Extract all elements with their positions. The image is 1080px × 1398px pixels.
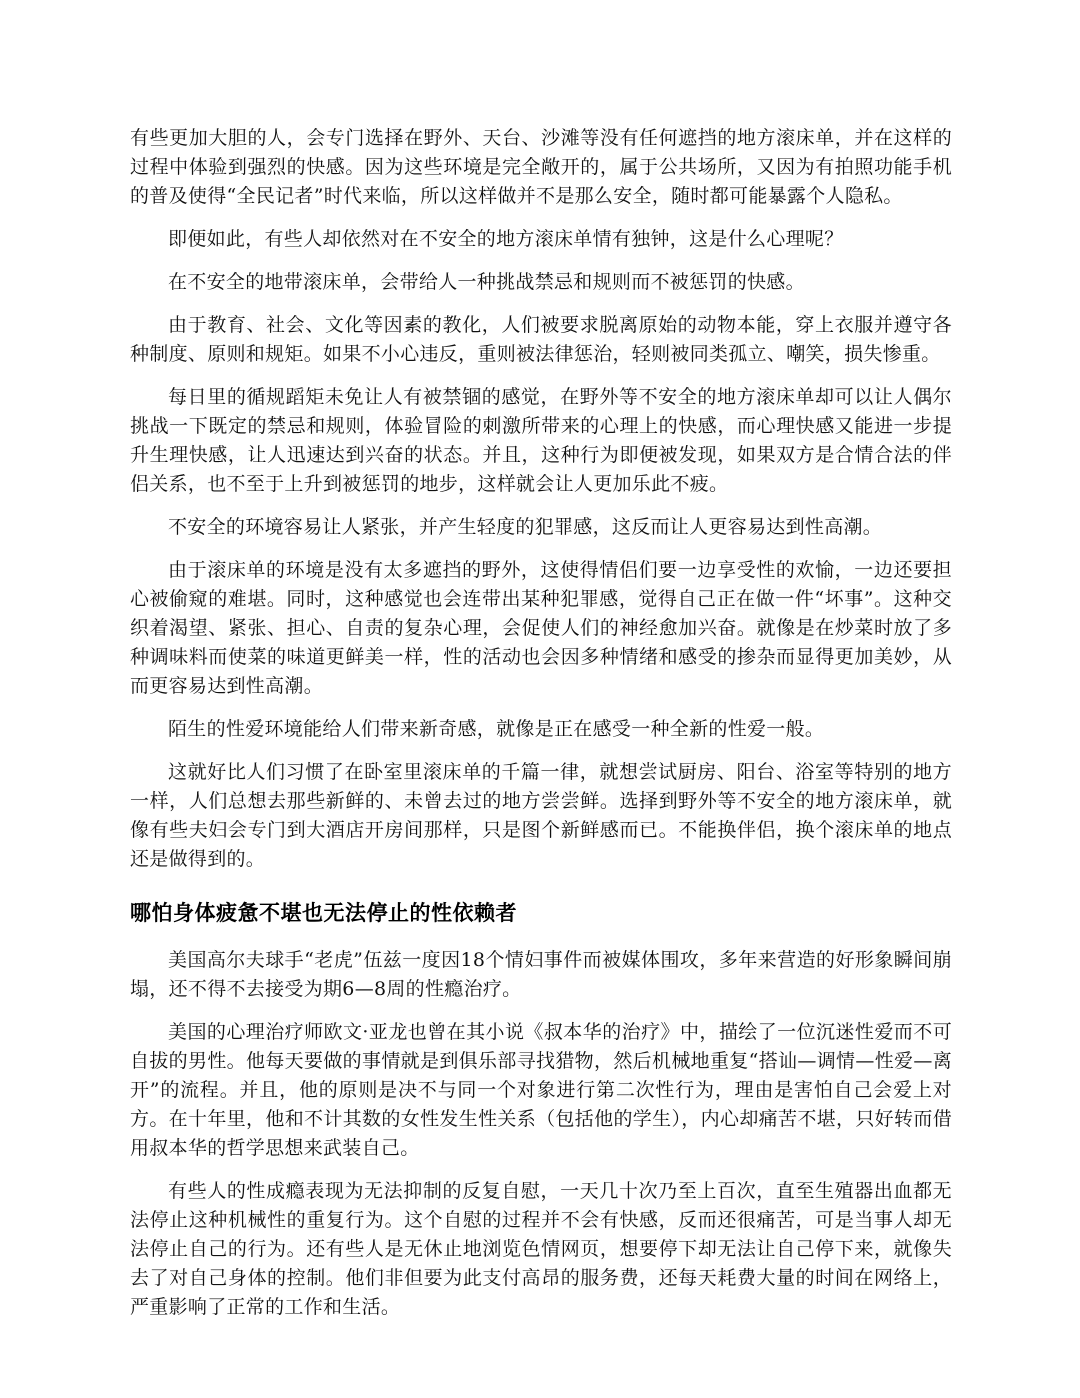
- paragraph: 陌生的性爱环境能给人们带来新奇感，就像是正在感受一种全新的性爱一般。: [168, 718, 825, 740]
- paragraph: 每日里的循规蹈矩未免让人有被禁锢的感觉，在野外等不安全的地方滚床单却可以让人偶尔挑战一下既定的禁忌和规则，体验冒险的刺激所带来的心理上的快感，而心理快感又能进一步提升生理快感，让人迅速达到兴奋的状态。并且，这种行为即便被发现，如果双方是合情合法的伴侣关系，也不至于上升到被惩罚的地步，这样就会让人更加乐此不疲。: [130, 386, 952, 495]
- paragraph: 在不安全的地带滚床单，会带给人一种挑战禁忌和规则而不被惩罚的快感。: [168, 271, 805, 293]
- paragraph: 由于教育、社会、文化等因素的教化，人们被要求脱离原始的动物本能，穿上衣服并遵守各种制度、原则和规矩。如果不小心违反，重则被法律惩治，轻则被同类孤立、嘲笑，损失惨重。: [130, 314, 952, 365]
- paragraph: 有些人的性成瘾表现为无法抑制的反复自慰，一天几十次乃至上百次，直至生殖器出血都无法停止这种机械性的重复行为。这个自慰的过程并不会有快感，反而还很痛苦，可是当事人却无法停止自己的行为。还有些人是无休止地浏览色情网页，想要停下却无法让自己停下来，就像失去了对自己身体的控制。他们非但要为此支付高昂的服务费，还每天耗费大量的时间在网络上，严重影响了正常的工作和生活。: [130, 1180, 952, 1318]
- paragraph: 即便如此，有些人却依然对在不安全的地方滚床单情有独钟，这是什么心理呢？: [168, 228, 844, 250]
- paragraph: 美国的心理治疗师欧文·亚龙也曾在其小说《叔本华的治疗》中，描绘了一位沉迷性爱而不可自拔的男性。他每天要做的事情就是到俱乐部寻找猎物，然后机械地重复“搭讪—调情—性爱—离开”的流程。并且，他的原则是决不与同一个对象进行第二次性行为，理由是害怕自己会爱上对方。在十年里，他和不计其数的女性发生性关系（包括他的学生），内心却痛苦不堪，只好转而借用叔本华的哲学思想来武装自己。: [130, 1021, 952, 1159]
- paragraph: 这就好比人们习惯了在卧室里滚床单的千篇一律，就想尝试厨房、阳台、浴室等特别的地方一样，人们总想去那些新鲜的、未曾去过的地方尝尝鲜。选择到野外等不安全的地方滚床单，就像有些夫妇会专门到大酒店开房间那样，只是图个新鲜感而已。不能换伴侣，换个滚床单的地点还是做得到的。: [130, 761, 952, 870]
- paragraph: 不安全的环境容易让人紧张，并产生轻度的犯罪感，这反而让人更容易达到性高潮。: [168, 516, 883, 538]
- document-page: [130, 124, 952, 1336]
- paragraph: 美国高尔夫球手“老虎”伍兹一度因18个情妇事件而被媒体围攻，多年来营造的好形象瞬间崩塌，还不得不去接受为期6—8周的性瘾治疗。: [130, 949, 952, 1000]
- paragraph: 由于滚床单的环境是没有太多遮挡的野外，这使得情侣们要一边享受性的欢愉，一边还要担心被偷窥的难堪。同时，这种感觉也会连带出某种犯罪感，觉得自己正在做一件“坏事”。这种交织着渴望、紧张、担心、自责的复杂心理，会促使人们的神经愈加兴奋。就像是在炒菜时放了多种调味料而使菜的味道更鲜美一样，性的活动也会因多种情绪和感受的掺杂而显得更加美妙，从而更容易达到性高潮。: [130, 559, 952, 697]
- paragraph: 有些更加大胆的人，会专门选择在野外、天台、沙滩等没有任何遮挡的地方滚床单，并在这样的过程中体验到强烈的快感。因为这些环境是完全敞开的，属于公共场所，又因为有拍照功能手机的普及使得“全民记者”时代来临，所以这样做并不是那么安全，随时都可能暴露个人隐私。: [130, 127, 952, 207]
- section-heading: 哪怕身体疲惫不堪也无法停止的性依赖者: [130, 901, 517, 925]
